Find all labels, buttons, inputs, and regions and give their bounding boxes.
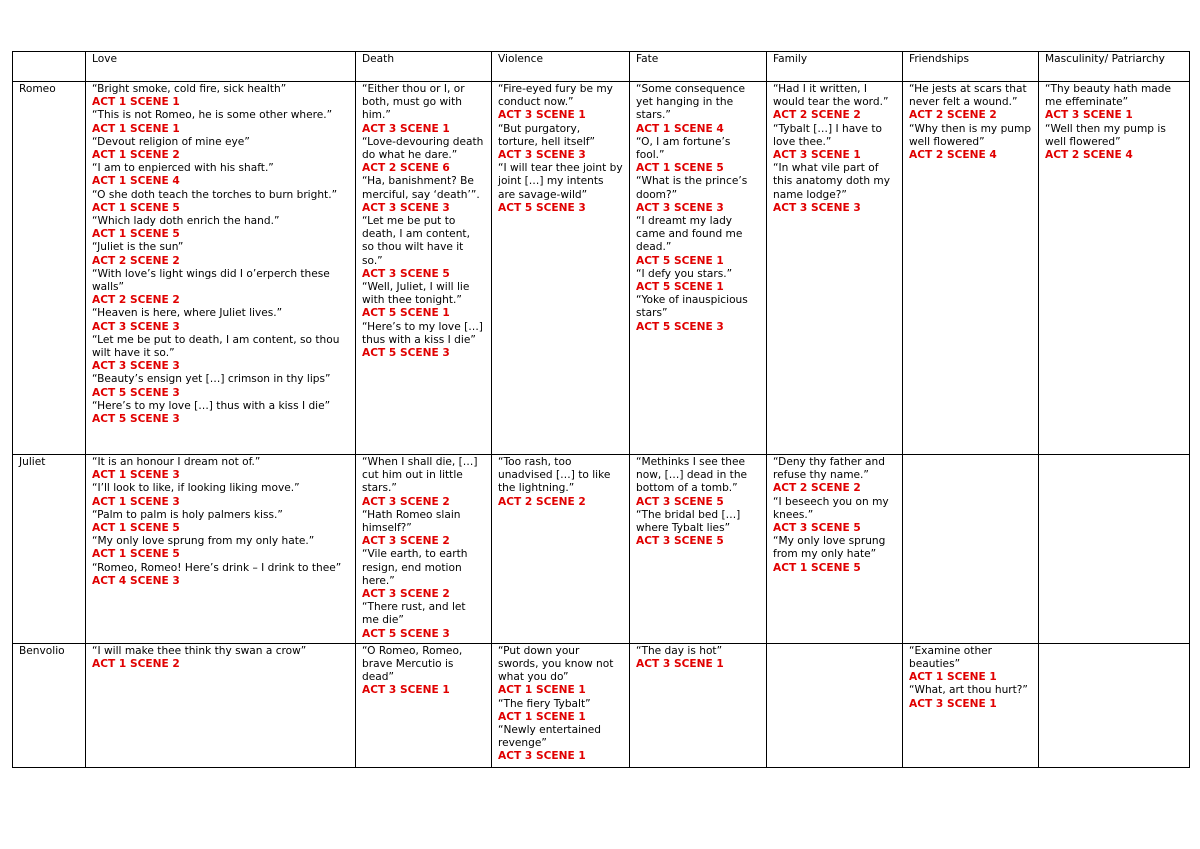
scene-reference: ACT 3 SCENE 3 [498, 149, 586, 162]
cell-romeo-family [767, 82, 903, 455]
quote-text: “I am to enpierced with his shaft.” [92, 162, 274, 175]
cell-juliet-masculinity [1039, 455, 1190, 644]
quote-text: “Love-devouring death do what he dare.” [362, 135, 484, 162]
header-cell-death: Death [356, 52, 492, 82]
cell-benvolio-friendships [903, 643, 1039, 767]
scene-reference: ACT 1 SCENE 5 [92, 522, 180, 535]
header-row [13, 52, 1190, 82]
quote-text: “Let me be put to death, I am content, so thou wilt have it so.” [362, 215, 470, 267]
header-cell-fate: Fate [630, 52, 767, 82]
quote-text: “Here’s to my love […] thus with a kiss I die” [362, 320, 483, 346]
scene-reference: ACT 3 SCENE 3 [92, 320, 180, 333]
scene-reference: ACT 3 SCENE 1 [362, 122, 450, 135]
character-name-benvolio: Benvolio [13, 643, 86, 767]
cell-benvolio-love [86, 643, 356, 767]
quote-text: “Vile earth, to earth resign, end motion here.” [362, 548, 468, 587]
quote-text: “Deny thy father and refuse thy name.” [773, 456, 885, 482]
quote-text: “I defy you stars.” [636, 267, 733, 280]
header-cell-love: Love [86, 52, 356, 82]
quote-text: “I beseech you on my knees.” [773, 495, 889, 521]
quote-text: “I dreamt my lady came and found me dead.” [636, 215, 743, 254]
scene-reference: ACT 5 SCENE 3 [92, 386, 180, 399]
scene-reference: ACT 5 SCENE 1 [362, 307, 450, 320]
scene-reference: ACT 2 SCENE 2 [773, 482, 861, 495]
quote-text: “When I shall die, […] cut him out in little stars.” [362, 456, 478, 495]
quote-text: “I will tear thee joint by joint […] my intents are savage-wild” [498, 162, 623, 201]
quote-text: “The day is hot” [636, 644, 723, 657]
cell-romeo-fate [630, 82, 767, 455]
scene-reference: ACT 1 SCENE 3 [92, 469, 180, 482]
quote-text: “With love’s light wings did I o’erperch these walls” [92, 267, 330, 294]
quote-text: “But purgatory, torture, hell itself” [498, 122, 596, 148]
cell-romeo-death [356, 82, 492, 455]
quote-text: “Fire-eyed fury be my conduct now.” [498, 83, 613, 109]
quote-text: “Some consequence yet hanging in the stars.” [636, 83, 745, 122]
scene-reference: ACT 3 SCENE 2 [362, 588, 450, 601]
quote-text: “Put down your swords, you know not what you do” [498, 644, 614, 684]
quote-text: “Tybalt […] I have to love thee.” [773, 122, 882, 148]
quote-text: “He jests at scars that never felt a wound.” [909, 83, 1027, 109]
quote-text: “What, art thou hurt?” [909, 684, 1028, 697]
cell-benvolio-fate [630, 643, 767, 767]
quote-text: “I’ll look to like, if looking liking move.” [92, 482, 300, 495]
scene-reference: ACT 3 SCENE 2 [362, 535, 450, 548]
quote-text: “In what vile part of this anatomy doth my name lodge?” [773, 162, 891, 201]
quote-text: “Thy beauty hath made me effeminate” [1045, 83, 1172, 109]
quote-text: “Heaven is here, where Juliet lives.” [92, 307, 283, 320]
scene-reference: ACT 3 SCENE 3 [636, 201, 724, 214]
scene-reference: ACT 2 SCENE 2 [498, 495, 586, 508]
quote-text: “Bright smoke, cold fire, sick health” [92, 83, 287, 95]
scene-reference: ACT 2 SCENE 4 [909, 149, 997, 162]
scene-reference: ACT 4 SCENE 3 [92, 574, 180, 587]
quote-text: “Well then my pump is well flowered” [1045, 122, 1166, 148]
scene-reference: ACT 1 SCENE 5 [92, 548, 180, 561]
row-romeo [13, 82, 1190, 455]
header-cell-family: Family [767, 52, 903, 82]
quote-text: “Had I it written, I would tear the word.” [773, 83, 889, 109]
scene-reference: ACT 1 SCENE 1 [92, 122, 180, 135]
scene-reference: ACT 1 SCENE 5 [636, 162, 724, 175]
scene-reference: ACT 1 SCENE 1 [92, 96, 180, 109]
scene-reference: ACT 3 SCENE 3 [92, 360, 180, 373]
scene-reference: ACT 1 SCENE 5 [773, 561, 861, 574]
scene-reference: ACT 3 SCENE 5 [362, 267, 450, 280]
quote-text: “Which lady doth enrich the hand.” [92, 215, 280, 228]
header-cell-friendships: Friendships [903, 52, 1039, 82]
scene-reference: ACT 5 SCENE 1 [636, 281, 724, 294]
scene-reference: ACT 1 SCENE 3 [92, 495, 180, 508]
scene-reference: ACT 3 SCENE 1 [636, 658, 724, 671]
character-name-juliet: Juliet [13, 455, 86, 644]
cell-romeo-masculinity [1039, 82, 1190, 455]
cell-romeo-violence [492, 82, 630, 455]
scene-reference: ACT 1 SCENE 1 [498, 684, 586, 697]
cell-benvolio-death [356, 643, 492, 767]
scene-reference: ACT 3 SCENE 1 [362, 684, 450, 697]
cell-juliet-friendships [903, 455, 1039, 644]
quote-text: “Palm to palm is holy palmers kiss.” [92, 508, 283, 521]
scene-reference: ACT 2 SCENE 2 [92, 294, 180, 307]
scene-reference: ACT 1 SCENE 5 [92, 228, 180, 241]
quote-text: “Methinks I see thee now, […] dead in the bottom of a tomb.” [636, 456, 748, 495]
quote-text: “There rust, and let me die” [362, 601, 466, 627]
quote-text: “Juliet is the sun” [92, 241, 184, 254]
scene-reference: ACT 2 SCENE 2 [909, 109, 997, 122]
scene-reference: ACT 1 SCENE 5 [92, 201, 180, 214]
scene-reference: ACT 5 SCENE 1 [636, 254, 724, 267]
scene-reference: ACT 1 SCENE 1 [909, 671, 997, 684]
scene-reference: ACT 2 SCENE 2 [92, 254, 180, 267]
scene-reference: ACT 2 SCENE 2 [773, 109, 861, 122]
quote-text: “Newly entertained revenge” [498, 724, 601, 750]
cell-juliet-family [767, 455, 903, 644]
cell-romeo-love [86, 82, 356, 455]
scene-reference: ACT 2 SCENE 6 [362, 162, 450, 175]
row-juliet [13, 455, 1190, 644]
row-benvolio [13, 643, 1190, 767]
quote-text: “Ha, banishment? Be merciful, say ‘death’”. [362, 175, 480, 201]
quote-text: “Here’s to my love […] thus with a kiss I die” [92, 399, 331, 412]
quote-text: “The bridal bed […] where Tybalt lies” [636, 508, 741, 535]
quote-text: “O, I am fortune’s fool.” [636, 135, 731, 162]
character-name-romeo: Romeo [13, 82, 86, 455]
quote-text: “Romeo, Romeo! Here’s drink – I drink to thee” [92, 561, 342, 574]
quote-text: “Well, Juliet, I will lie with thee tonight.” [362, 281, 470, 307]
quote-text: “Devout religion of mine eye” [92, 135, 250, 148]
cell-juliet-fate [630, 455, 767, 644]
scene-reference: ACT 1 SCENE 4 [636, 122, 724, 135]
scene-reference: ACT 3 SCENE 5 [636, 535, 724, 548]
quote-text: “This is not Romeo, he is some other where.” [92, 109, 333, 122]
quote-text: “Hath Romeo slain himself?” [362, 508, 461, 535]
quote-text: “What is the prince’s doom?” [636, 175, 748, 201]
quote-text: “Either thou or I, or both, must go with him.” [362, 83, 465, 122]
cell-benvolio-masculinity [1039, 643, 1190, 767]
scene-reference: ACT 3 SCENE 1 [498, 750, 586, 763]
cell-benvolio-violence [492, 643, 630, 767]
quote-text: “I will make thee think thy swan a crow” [92, 644, 307, 657]
header-cell-corner [13, 52, 86, 82]
scene-reference: ACT 1 SCENE 1 [498, 710, 586, 723]
cell-juliet-love [86, 455, 356, 644]
cell-romeo-friendships [903, 82, 1039, 455]
quote-text: “O she doth teach the torches to burn bright.” [92, 188, 338, 201]
quote-text: “My only love sprung from my only hate” [773, 535, 886, 561]
scene-reference: ACT 5 SCENE 3 [498, 201, 586, 214]
scene-reference: ACT 3 SCENE 1 [773, 149, 861, 162]
cell-benvolio-family [767, 643, 903, 767]
scene-reference: ACT 3 SCENE 5 [773, 522, 861, 535]
header-cell-masculinity-patriarchy: Masculinity/ Patriarchy [1039, 52, 1190, 82]
scene-reference: ACT 1 SCENE 2 [92, 149, 180, 162]
scene-reference: ACT 3 SCENE 3 [773, 201, 861, 214]
quote-text: “Let me be put to death, I am content, so thou wilt have it so.” [92, 333, 340, 360]
quote-text: “Too rash, too unadvised […] to like the lightning.” [498, 456, 611, 495]
quote-text: “My only love sprung from my only hate.” [92, 535, 315, 548]
scene-reference: ACT 5 SCENE 3 [362, 627, 450, 640]
scene-reference: ACT 1 SCENE 4 [92, 175, 180, 188]
scene-reference: ACT 5 SCENE 3 [636, 320, 724, 333]
quote-text: “Examine other beauties” [909, 644, 993, 671]
scene-reference: ACT 3 SCENE 5 [636, 495, 724, 508]
scene-reference: ACT 3 SCENE 1 [909, 697, 997, 710]
quote-text: “It is an honour I dream not of.” [92, 456, 261, 468]
scene-reference: ACT 1 SCENE 2 [92, 658, 180, 671]
cell-juliet-death [356, 455, 492, 644]
quote-text: “Beauty’s ensign yet […] crimson in thy lips” [92, 373, 331, 386]
theme-quotes-table [12, 51, 1190, 768]
scene-reference: ACT 5 SCENE 3 [362, 347, 450, 360]
quote-text: “Yoke of inauspicious stars” [636, 294, 748, 320]
quote-text: “O Romeo, Romeo, brave Mercutio is dead” [362, 644, 463, 684]
scene-reference: ACT 3 SCENE 1 [1045, 109, 1133, 122]
scene-reference: ACT 5 SCENE 3 [92, 413, 180, 426]
scene-reference: ACT 2 SCENE 4 [1045, 149, 1133, 162]
cell-juliet-violence [492, 455, 630, 644]
scene-reference: ACT 3 SCENE 1 [498, 109, 586, 122]
scene-reference: ACT 3 SCENE 2 [362, 495, 450, 508]
header-cell-violence: Violence [492, 52, 630, 82]
scene-reference: ACT 3 SCENE 3 [362, 201, 450, 214]
quote-text: “The fiery Tybalt” [498, 697, 591, 710]
quote-text: “Why then is my pump well flowered” [909, 122, 1032, 148]
